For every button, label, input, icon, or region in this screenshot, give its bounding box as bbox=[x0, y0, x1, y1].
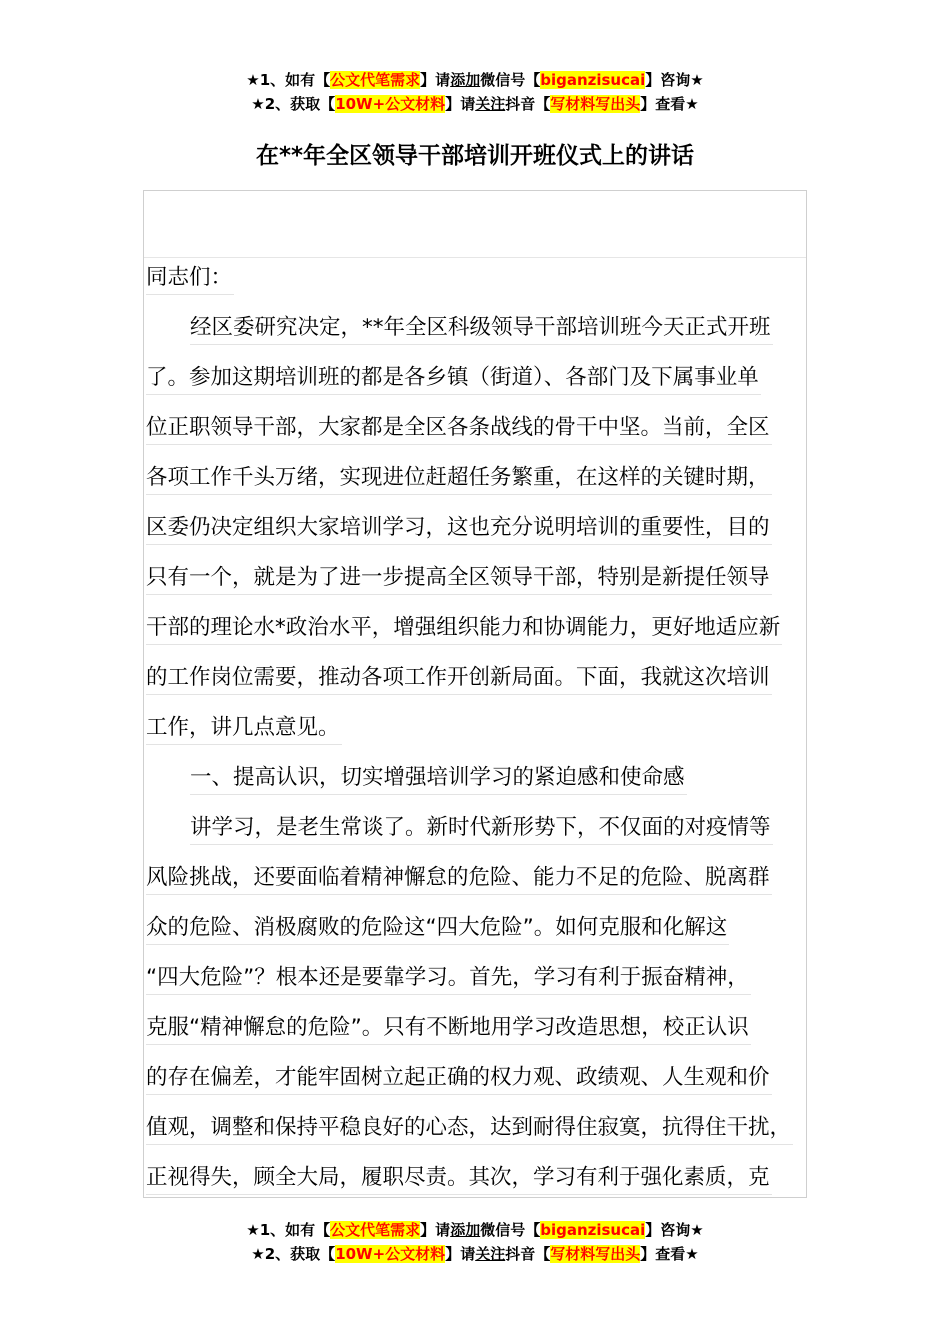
promo-highlight: 10W+公文材料 bbox=[335, 95, 446, 113]
promo-underline: 添加 bbox=[450, 71, 481, 89]
paragraph-line: 经区委研究决定，**年全区科级领导干部培训班今天正式开班 bbox=[190, 312, 773, 345]
promo-text: 微信号【 bbox=[480, 1221, 541, 1239]
paragraph-line: 位正职领导干部，大家都是全区各条战线的骨干中坚。当前，全区 bbox=[146, 412, 772, 445]
document-body-frame bbox=[143, 190, 807, 1198]
text-line bbox=[144, 803, 806, 853]
promo-text: 】查看★ bbox=[640, 95, 699, 113]
douyin-id-highlight: 写材料写出头 bbox=[550, 95, 641, 113]
paragraph-line: 区委仍决定组织大家培训学习，这也充分说明培训的重要性，目的 bbox=[146, 512, 772, 545]
promo-banner-top bbox=[0, 68, 950, 116]
promo-banner-bottom bbox=[0, 1218, 950, 1266]
promo-text: 抖音【 bbox=[505, 95, 551, 113]
promo-text: 】请 bbox=[420, 71, 451, 89]
paragraph-line: 风险挑战，还要面临着精神懈怠的危险、能力不足的危险、脱离群 bbox=[146, 862, 772, 895]
text-line bbox=[144, 353, 806, 403]
text-line bbox=[144, 703, 806, 753]
wechat-id-highlight: biganzisucai bbox=[540, 71, 646, 89]
promo-text: 抖音【 bbox=[505, 1245, 551, 1263]
text-line bbox=[144, 303, 806, 353]
promo-text: 】请 bbox=[445, 1245, 476, 1263]
text-line bbox=[144, 253, 806, 303]
paragraph-line: 了。参加这期培训班的都是各乡镇（街道）、各部门及下属事业单 bbox=[146, 362, 761, 395]
paragraph-line: 的存在偏差，才能牢固树立起正确的权力观、政绩观、人生观和价 bbox=[146, 1062, 772, 1095]
text-line bbox=[144, 853, 806, 903]
promo-highlight: 公文代笔需求 bbox=[330, 71, 421, 89]
promo-highlight: 10W+公文材料 bbox=[335, 1245, 446, 1263]
text-line bbox=[144, 1153, 806, 1203]
promo-text: ★1、如有【 bbox=[246, 1221, 331, 1239]
promo-line-2 bbox=[0, 1242, 950, 1266]
promo-text: 】查看★ bbox=[640, 1245, 699, 1263]
section-heading: 一、提高认识，切实增强培训学习的紧迫感和使命感 bbox=[190, 762, 687, 795]
text-line bbox=[144, 1003, 806, 1053]
promo-underline: 添加 bbox=[450, 1221, 481, 1239]
douyin-id-highlight: 写材料写出头 bbox=[550, 1245, 641, 1263]
text-line bbox=[144, 653, 806, 703]
promo-text: 】咨询★ bbox=[645, 71, 704, 89]
paragraph-line: 各项工作千头万绪，实现进位赶超任务繁重，在这样的关键时期， bbox=[146, 462, 772, 495]
text-line bbox=[144, 753, 806, 803]
promo-text: ★2、获取【 bbox=[251, 1245, 336, 1263]
text-line bbox=[144, 453, 806, 503]
promo-line-1 bbox=[0, 68, 950, 92]
paragraph-line: 值观，调整和保持平稳良好的心态，达到耐得住寂寞，抗得住干扰， bbox=[146, 1112, 793, 1145]
promo-highlight: 公文代笔需求 bbox=[330, 1221, 421, 1239]
text-line bbox=[144, 1103, 806, 1153]
text-line bbox=[144, 553, 806, 603]
promo-line-1 bbox=[0, 1218, 950, 1242]
text-line bbox=[144, 503, 806, 553]
paragraph-line: “四大危险”？根本还是要靠学习。首先，学习有利于振奋精神， bbox=[146, 962, 751, 995]
promo-line-2 bbox=[0, 92, 950, 116]
document-body bbox=[144, 253, 806, 1203]
promo-text: 微信号【 bbox=[480, 71, 541, 89]
promo-text: 】请 bbox=[420, 1221, 451, 1239]
paragraph-line: 正视得失，顾全大局，履职尽责。其次，学习有利于强化素质，克 bbox=[146, 1162, 772, 1195]
text-line bbox=[144, 1053, 806, 1103]
paragraph-line: 干部的理论水*政治水平，增强组织能力和协调能力，更好地适应新 bbox=[146, 612, 782, 645]
paragraph-line: 讲学习，是老生常谈了。新时代新形势下，不仅面的对疫情等 bbox=[190, 812, 773, 845]
promo-text: ★2、获取【 bbox=[251, 95, 336, 113]
promo-underline: 关注 bbox=[475, 1245, 506, 1263]
frame-header-area bbox=[144, 191, 806, 258]
wechat-id-highlight: biganzisucai bbox=[540, 1221, 646, 1239]
paragraph-line: 众的危险、消极腐败的危险这“四大危险”。如何克服和化解这 bbox=[146, 912, 729, 945]
promo-text: 】请 bbox=[445, 95, 476, 113]
paragraph-line: 克服“精神懈怠的危险”。只有不断地用学习改造思想，校正认识 bbox=[146, 1012, 751, 1045]
text-line bbox=[144, 403, 806, 453]
paragraph-line: 的工作岗位需要，推动各项工作开创新局面。下面，我就这次培训 bbox=[146, 662, 772, 695]
promo-text: 】咨询★ bbox=[645, 1221, 704, 1239]
paragraph-line: 工作，讲几点意见。 bbox=[146, 712, 342, 745]
paragraph-line: 只有一个，就是为了进一步提高全区领导干部，特别是新提任领导 bbox=[146, 562, 772, 595]
salutation: 同志们： bbox=[146, 262, 234, 295]
text-line bbox=[144, 953, 806, 1003]
promo-underline: 关注 bbox=[475, 95, 506, 113]
promo-text: ★1、如有【 bbox=[246, 71, 331, 89]
text-line bbox=[144, 603, 806, 653]
text-line bbox=[144, 903, 806, 953]
document-title: 在**年全区领导干部培训开班仪式上的讲话 bbox=[255, 143, 695, 169]
